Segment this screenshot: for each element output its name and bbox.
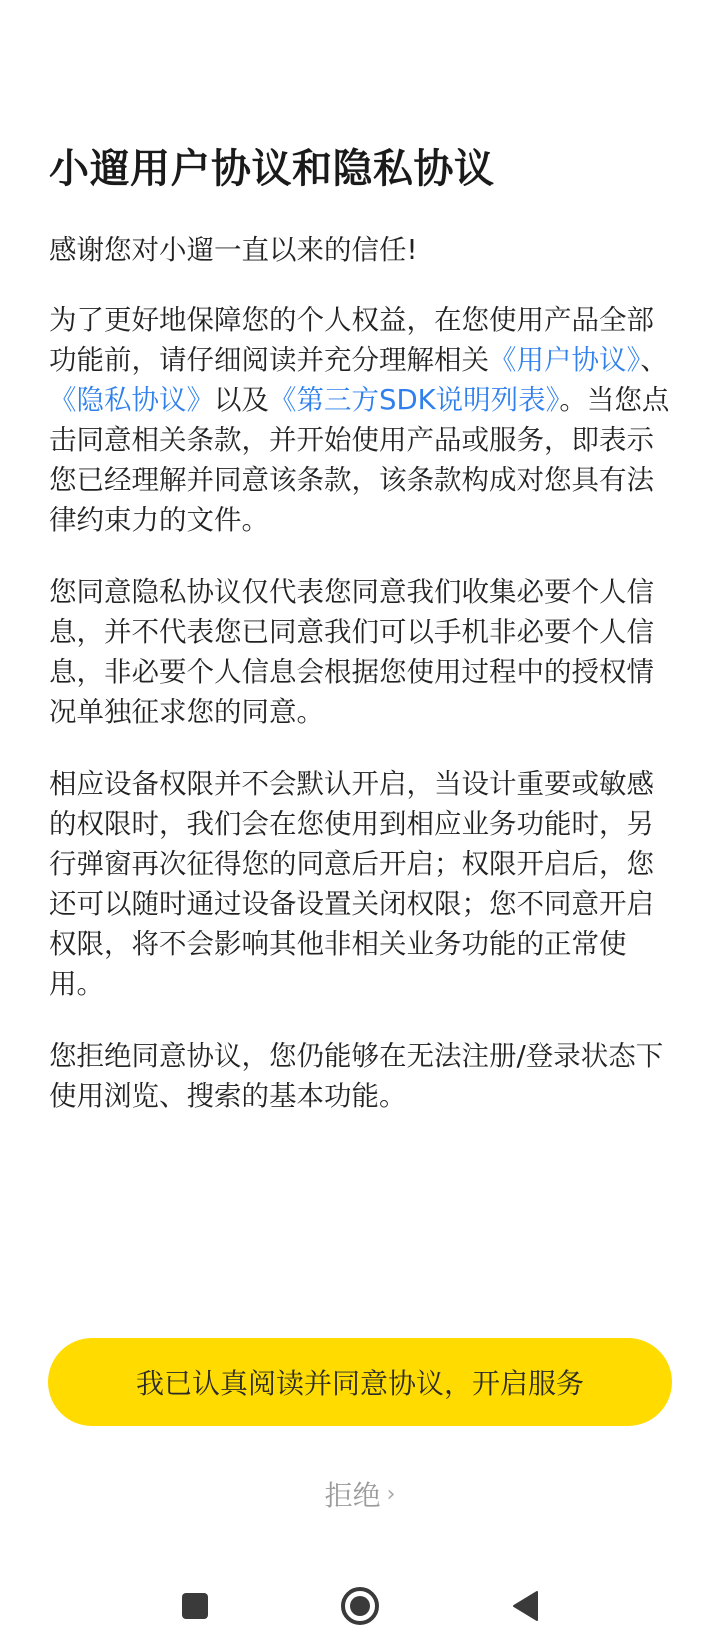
circle-home-icon [339,1585,381,1627]
agree-button-label: 我已认真阅读并同意协议，开启服务 [135,1367,584,1400]
reject-button-label: 拒绝 [324,1479,381,1512]
third-party-sdk-link[interactable]: 《第三方SDK说明列表》 [269,384,560,416]
home-button[interactable] [330,1576,390,1636]
paragraph-privacy-scope: 您同意隐私协议仅代表您同意我们收集必要个人信息，并不代表您已同意我们可以手机非必要个人信息，非必要个人信息会根据您使用过程中的授权情况单独征求您的同意。 [49,576,654,728]
reject-button[interactable] [0,1472,720,1516]
triangle-back-icon [509,1589,541,1623]
chevron-right-icon: › [386,1481,396,1507]
paragraph-permissions: 相应设备权限并不会默认开启，当设计重要或敏感的权限时，我们会在您使用到相应业务功能时，另行弹窗再次征得您的同意后开启；权限开启后，您还可以随时通过设备设置关闭权限；您不同意开启权限，将不会影响其他非相关业务功能的正常使用。 [49,768,654,1000]
greeting-text: 感谢您对小遛一直以来的信任! [49,234,418,266]
recents-button[interactable] [165,1576,225,1636]
conjunction-text: 以及 [214,384,269,416]
paragraph-consent-post: 。当您点击同意相关条款，并开始使用产品或服务，即表示您已经理解并同意该条款，该条款构成对您具有法律约束力的文件。 [49,384,670,536]
paragraph-refusal: 您拒绝同意协议，您仍能够在无法注册/登录状态下使用浏览、搜索的基本功能。 [49,1040,664,1112]
system-navigation-bar [0,1560,720,1650]
square-icon [180,1591,210,1621]
paragraph-consent-pre: 为了更好地保障您的个人权益，在您使用产品全部功能前，请仔细阅读并充分理解相关 [49,304,654,376]
agreement-content [49,140,671,1148]
user-agreement-link[interactable]: 《用户协议》 [489,344,641,376]
separator-text: 、 [640,344,668,376]
privacy-agreement-link[interactable]: 《隐私协议》 [49,384,214,416]
paragraph-consent [49,300,671,540]
agree-button[interactable] [48,1338,672,1426]
back-button[interactable] [495,1576,555,1636]
page-title: 小遛用户协议和隐私协议 [49,146,495,192]
